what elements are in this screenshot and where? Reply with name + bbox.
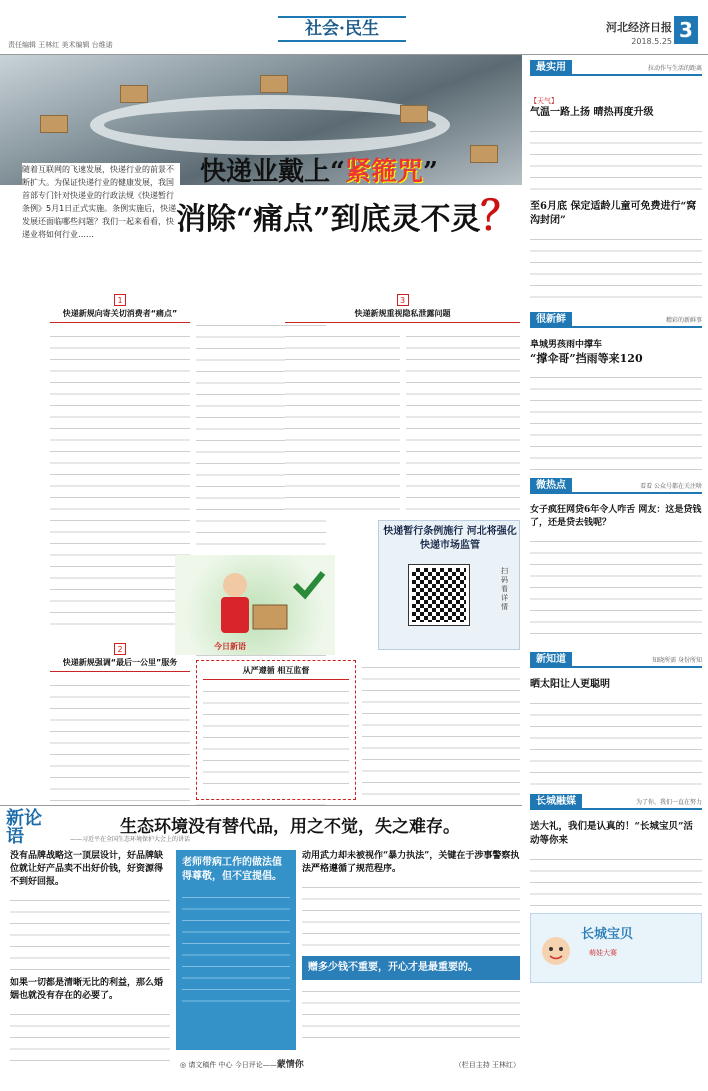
event-banner[interactable] (530, 913, 702, 983)
sidebar-heading-2: 很新鲜 精彩的新鲜事 (530, 312, 702, 328)
headline-sub: 消除“痛点”到底灵不灵？ (176, 192, 521, 239)
section-heading-4: 从严遵循 相互监督 (203, 665, 349, 680)
commentary-title-2: 如果一切都是清晰无比的利益，那么婚姻也就没有存在的必要了。 (10, 978, 164, 1001)
body-text (285, 329, 400, 518)
article-box-4 (196, 660, 356, 800)
qr-caption: 扫码看详情 (501, 567, 508, 611)
slogan-banner (0, 805, 522, 845)
commentary-column-2 (176, 850, 296, 1050)
sidebar-heading-5: 长城融媒 为了你，我们一直在努力 (530, 794, 702, 810)
weather-tag: 【天气】 (530, 97, 558, 105)
qr-promo-title: 快递暂行条例施行 河北将强化快递市场监管 (383, 526, 517, 551)
body-text (362, 660, 520, 800)
slogan-source: ——习近平在全国生态环境保护大会上的讲话 (70, 836, 191, 843)
parcel-box (470, 145, 498, 163)
editor-credits: 责任编辑 王林红 美术编辑 台维诺 (8, 41, 113, 49)
commentary-title-4: 动用武力却未被视作“暴力执法”，关键在于涉事警察执法严格遵循了规范程序。 (302, 851, 520, 874)
body-text (302, 880, 520, 950)
umbrella-headline-1: 阜城男孩雨中撑车 (530, 340, 603, 350)
quote-icon: 新论语 (6, 808, 42, 845)
slogan-text: 生态环境没有替代品，用之不觉，失之难存。 (120, 817, 460, 837)
body-text (530, 852, 702, 907)
newspaper-name: 河北经济日报 (606, 21, 672, 34)
today-tag: 今日新语 (214, 642, 246, 651)
commentary-column-3 (302, 850, 520, 1050)
umbrella-headline-2: “撑伞哥”挡雨等来120 (530, 352, 643, 365)
dental-headline: 至6月底 保定适龄儿童可免费进行“窝沟封闭” (530, 201, 697, 226)
body-text (50, 329, 190, 629)
sunshine-headline: 晒太阳让人更聪明 (530, 679, 610, 690)
sidebar (530, 60, 702, 1088)
section-number: 2 (114, 643, 126, 655)
lead-paragraph: 随着互联网的飞速发展，快递行业的前景不断扩大。为保证快递行业的健康发展，我国首部专门针对快递业的行政法规《快递暂行条例》5月1日正式实施。条例实施后，快递发展还面临哪些问题？我们一起来看看，快递业将如何行业…… (22, 163, 180, 241)
body-text (530, 534, 702, 644)
body-text (182, 890, 290, 1010)
section-number: 1 (114, 294, 126, 306)
event-headline: 送大礼，我们是认真的！“长城宝贝”活动等你来 (530, 821, 693, 846)
parcel-box (120, 85, 148, 103)
child-face-icon (539, 934, 573, 968)
body-text (406, 329, 521, 518)
commentary-title-1: 没有品牌战略这一顶层设计，好品牌缺位就让好产品卖不出好价钱，好资源得不到好回报。 (10, 851, 164, 887)
body-text (302, 984, 520, 1044)
event-banner-title: 长城宝贝 (581, 927, 634, 942)
body-text (203, 684, 349, 784)
article-column-3 (285, 288, 520, 518)
section-title: 社会·民生 (278, 16, 406, 42)
section-number: 3 (397, 294, 409, 306)
body-text (530, 124, 702, 194)
body-text (50, 678, 190, 808)
section-heading-3: 快递新规重视隐私泄露问题 (285, 308, 520, 323)
headline-main: 快递业戴上“紧箍咒” (200, 157, 438, 187)
parcel-box (40, 115, 68, 133)
weather-headline: 气温一路上扬 晴热再度升级 (530, 107, 654, 118)
page-number: 3 (674, 16, 698, 44)
body-text (530, 370, 702, 470)
commentary-title-5: 赠多少钱不重要，开心才是最重要的。 (302, 956, 520, 980)
article-column-4 (362, 660, 520, 800)
section-heading-1: 快递新规向寄关切消费者“痛点” (50, 308, 190, 323)
sidebar-heading-4: 新知道 知晓所需 身份所知 (530, 652, 702, 668)
sidebar-heading-1: 最实用 拉动作与生活的距离 (530, 60, 702, 76)
sidebar-heading-3: 微热点 看看 公众号都在关注啥 (530, 478, 702, 494)
headline-area (0, 157, 522, 280)
conveyor-belt (90, 95, 450, 155)
parcel-box (260, 75, 288, 93)
byline: ◎ 请文稿件 中心 今日评论——蒙情你 （栏目主持 王林红） (180, 1060, 520, 1070)
section-heading-2: 快递新规强调“最后一公里”服务 (50, 657, 190, 672)
body-text (10, 1007, 170, 1067)
qr-promo-box (378, 520, 520, 650)
issue-date: 2018.5.25 (631, 37, 672, 46)
qr-code[interactable] (409, 565, 469, 625)
event-banner-sub: 萌娃大赛 (589, 949, 617, 957)
body-text (530, 696, 702, 786)
commentary-column-1 (10, 850, 170, 1085)
parcel-box (400, 105, 428, 123)
article-column-1 (50, 288, 190, 808)
body-text (530, 232, 702, 302)
body-text (10, 893, 170, 973)
loan-headline: 女子疯狂网贷6年令人咋舌 网友：这是贷钱了，还是贷去钱呢？ (530, 505, 702, 528)
page-header (0, 0, 708, 55)
commentary-title-3: 老师带病工作的做法值得尊敬，但不宜提倡。 (182, 857, 282, 882)
